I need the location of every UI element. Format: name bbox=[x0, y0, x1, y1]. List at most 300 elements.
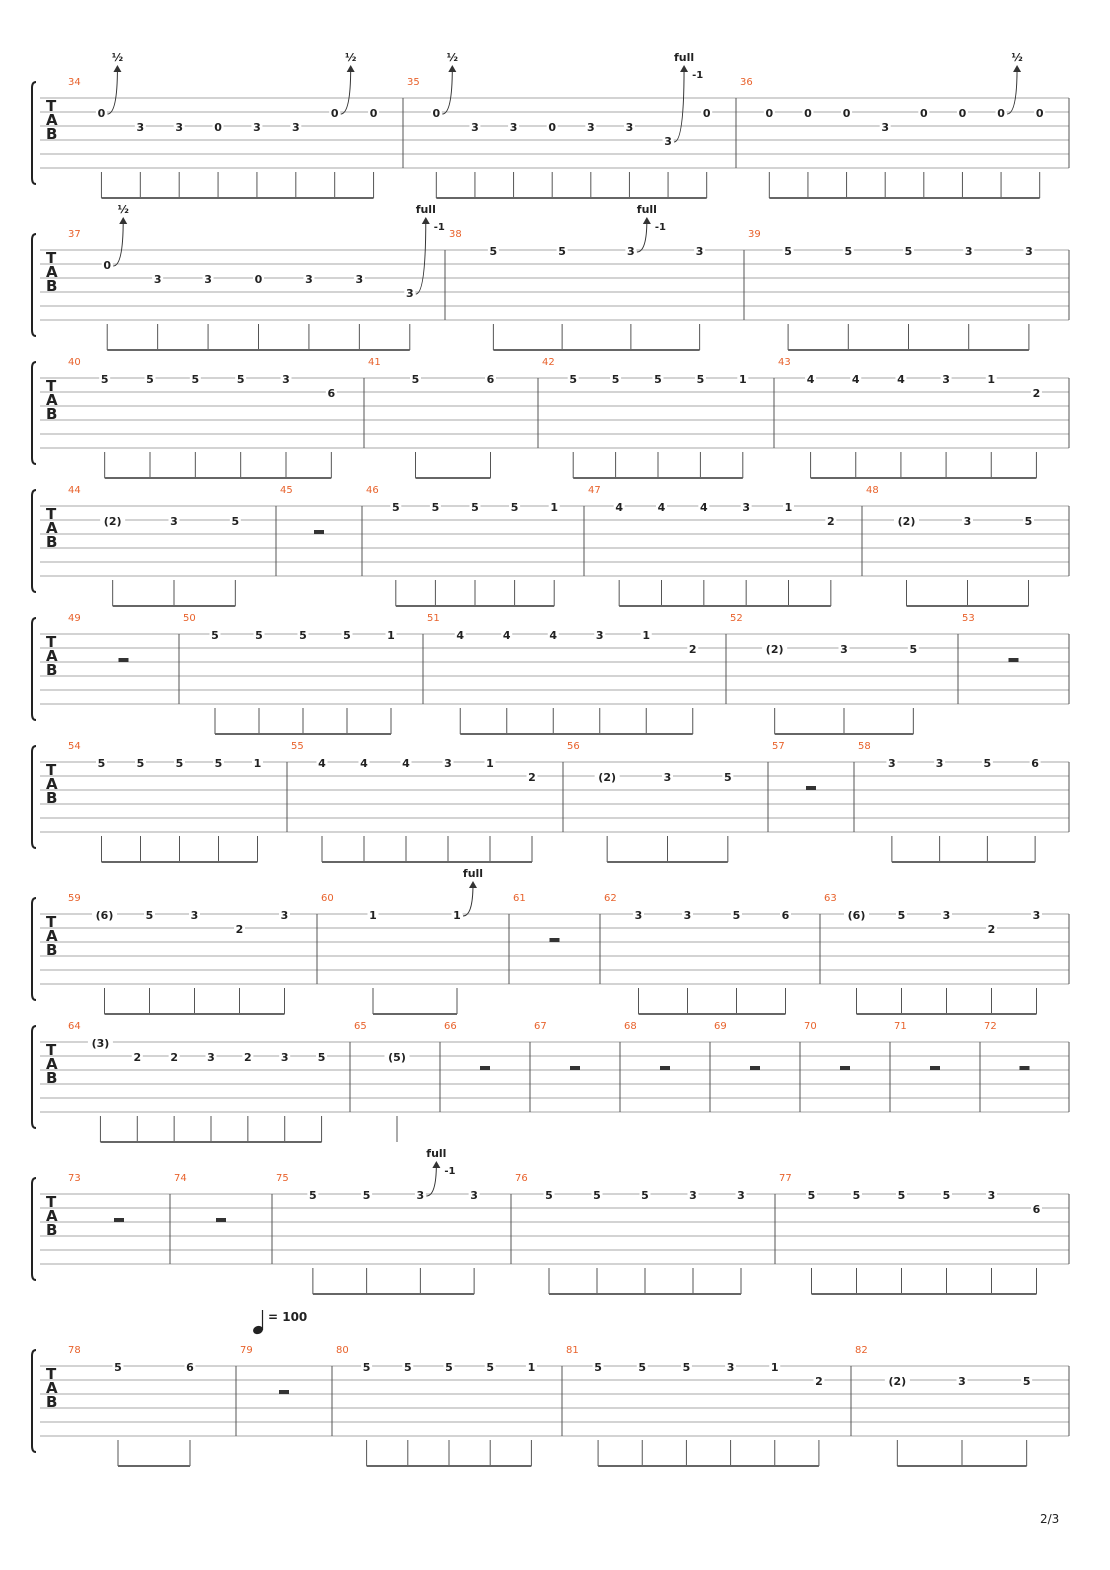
measure bbox=[858, 741, 1041, 862]
fret-number: 3 bbox=[742, 501, 750, 514]
fret-number: 5 bbox=[471, 501, 479, 514]
measure-number: 60 bbox=[321, 893, 334, 904]
fret-number: 5 bbox=[942, 1189, 951, 1202]
fret-number: 0 bbox=[214, 121, 222, 134]
fret-number: 0 bbox=[958, 107, 967, 120]
fret-number: (5) bbox=[388, 1051, 406, 1064]
tab-clef-letter: B bbox=[46, 661, 58, 679]
measure-number: 36 bbox=[740, 77, 753, 88]
fret-number: 5 bbox=[97, 757, 106, 770]
tab-system bbox=[32, 613, 1069, 734]
tab-clef-letter: A bbox=[46, 1055, 58, 1073]
fret-number: 3 bbox=[881, 121, 890, 134]
fret-number: 1 bbox=[369, 909, 377, 922]
fret-number: (2) bbox=[103, 515, 122, 528]
fret-number: 3 bbox=[689, 1189, 697, 1202]
fret-number: 5 bbox=[983, 757, 992, 770]
bend-arrowhead-icon bbox=[422, 217, 430, 224]
fret-number: 3 bbox=[175, 121, 184, 134]
measure-number: 82 bbox=[855, 1345, 868, 1356]
tab-clef-letter: B bbox=[46, 941, 58, 959]
bend-arrow bbox=[341, 68, 351, 114]
fret-number: 3 bbox=[1025, 245, 1033, 258]
tab-system bbox=[32, 741, 1069, 862]
fret-number: 5 bbox=[732, 909, 741, 922]
fret-number: 4 bbox=[657, 501, 666, 514]
half-rest bbox=[550, 938, 560, 942]
tab-clef-letter: A bbox=[46, 775, 58, 793]
tab-clef-letter: B bbox=[46, 1221, 58, 1239]
fret-number: 5 bbox=[175, 757, 184, 770]
measure bbox=[354, 1021, 410, 1142]
system-bracket bbox=[32, 1026, 36, 1128]
fret-number: 0 bbox=[919, 107, 928, 120]
tab-clef-letter: A bbox=[46, 111, 58, 129]
fret-number: (2) bbox=[765, 643, 784, 656]
tab-clef-letter: A bbox=[46, 391, 58, 409]
fret-number: 5 bbox=[231, 515, 240, 528]
fret-number: 5 bbox=[486, 1361, 495, 1374]
tab-clef-letter: B bbox=[46, 277, 58, 295]
bend-amount: ½ bbox=[111, 51, 124, 64]
bend-arrowhead-icon bbox=[680, 65, 688, 72]
tab-clef-letter: A bbox=[46, 263, 58, 281]
bend-arrowhead-icon bbox=[113, 65, 121, 72]
measure bbox=[68, 485, 241, 606]
bend-arrow bbox=[107, 68, 117, 114]
page-number: 2/3 bbox=[1040, 1512, 1060, 1526]
fret-number: 5 bbox=[641, 1189, 649, 1202]
system-bracket bbox=[32, 618, 36, 720]
fret-number: 3 bbox=[726, 1361, 735, 1374]
measure-number: 45 bbox=[280, 485, 293, 496]
fret-number: 0 bbox=[997, 107, 1005, 120]
fret-number: 4 bbox=[502, 629, 511, 642]
measure bbox=[962, 613, 1019, 662]
fret-number: 5 bbox=[114, 1361, 122, 1374]
bend-arrowhead-icon bbox=[119, 217, 127, 224]
system-bracket bbox=[32, 362, 36, 464]
tab-clef-letter: A bbox=[46, 927, 58, 945]
measure bbox=[984, 1021, 1030, 1070]
fret-number: 3 bbox=[888, 757, 896, 770]
fret-number: 3 bbox=[958, 1375, 966, 1388]
fret-number: 2 bbox=[133, 1051, 142, 1064]
measure-number: 70 bbox=[804, 1021, 817, 1032]
fret-number: 1 bbox=[784, 501, 793, 514]
measure bbox=[588, 485, 836, 606]
fret-number: 3 bbox=[253, 121, 261, 134]
fret-number: 4 bbox=[700, 501, 708, 514]
fret-number: 5 bbox=[145, 909, 154, 922]
fret-number: 3 bbox=[634, 909, 643, 922]
fret-number: 3 bbox=[935, 757, 944, 770]
bend-amount: ½ bbox=[117, 203, 129, 216]
fret-number: 3 bbox=[444, 757, 452, 770]
fret-number: 5 bbox=[362, 1361, 371, 1374]
measure-number: 42 bbox=[542, 357, 555, 368]
measure bbox=[321, 867, 483, 1014]
half-rest bbox=[930, 1066, 940, 1070]
measure bbox=[566, 1345, 824, 1466]
measure-number: 46 bbox=[366, 485, 379, 496]
fret-number: 3 bbox=[695, 245, 704, 258]
measure bbox=[894, 1021, 940, 1070]
tab-system bbox=[32, 1021, 1069, 1142]
half-rest bbox=[570, 1066, 580, 1070]
measure bbox=[68, 1173, 124, 1222]
measure bbox=[444, 1021, 490, 1070]
fret-number: 0 bbox=[97, 107, 106, 120]
bend-arrow bbox=[113, 220, 123, 266]
measure bbox=[513, 893, 560, 942]
bend-release: -1 bbox=[654, 222, 666, 233]
measure bbox=[183, 613, 397, 734]
measure-number: 57 bbox=[772, 741, 785, 752]
fret-number: 5 bbox=[1024, 515, 1033, 528]
fret-number: 3 bbox=[470, 1189, 478, 1202]
bend-arrow bbox=[674, 68, 684, 142]
measure bbox=[855, 1345, 1032, 1466]
fret-number: 1 bbox=[453, 909, 461, 922]
fret-number: 2 bbox=[827, 515, 835, 528]
measure-number: 74 bbox=[174, 1173, 187, 1184]
fret-number: 3 bbox=[282, 373, 290, 386]
measure-number: 81 bbox=[566, 1345, 579, 1356]
measure-number: 44 bbox=[68, 485, 81, 496]
system-bracket bbox=[32, 490, 36, 592]
half-rest bbox=[279, 1390, 289, 1394]
measure bbox=[174, 1173, 226, 1222]
fret-number: 3 bbox=[586, 121, 595, 134]
fret-number: 2 bbox=[688, 643, 697, 656]
measure-number: 64 bbox=[68, 1021, 81, 1032]
tab-clef-letter: T bbox=[46, 377, 57, 395]
fret-number: 3 bbox=[509, 121, 518, 134]
measure-number: 79 bbox=[240, 1345, 253, 1356]
measure bbox=[368, 357, 496, 478]
fret-number: (3) bbox=[91, 1037, 110, 1050]
fret-number: 5 bbox=[654, 373, 662, 386]
measure bbox=[291, 741, 538, 862]
bend-amount: full bbox=[462, 867, 484, 880]
fret-number: 3 bbox=[355, 273, 364, 286]
measure-number: 61 bbox=[513, 893, 526, 904]
fret-number: 5 bbox=[236, 373, 245, 386]
measure-number: 37 bbox=[68, 229, 81, 240]
tab-clef-letter: B bbox=[46, 789, 58, 807]
fret-number: 4 bbox=[360, 757, 368, 770]
fret-number: 5 bbox=[255, 629, 263, 642]
measure bbox=[534, 1021, 580, 1070]
fret-number: 5 bbox=[100, 373, 109, 386]
half-rest bbox=[1009, 658, 1019, 662]
measure bbox=[68, 893, 290, 1014]
fret-number: 4 bbox=[806, 373, 815, 386]
measure bbox=[714, 1021, 760, 1070]
measure-number: 43 bbox=[778, 357, 791, 368]
bend-arrow bbox=[426, 1164, 436, 1196]
fret-number: 5 bbox=[724, 771, 732, 784]
bend-amount: ½ bbox=[344, 51, 357, 64]
measure bbox=[866, 485, 1034, 606]
fret-number: 1 bbox=[770, 1361, 779, 1374]
measure bbox=[779, 1173, 1042, 1294]
fret-number: 1 bbox=[527, 1361, 536, 1374]
fret-number: 5 bbox=[403, 1361, 412, 1374]
fret-number: 0 bbox=[842, 107, 851, 120]
measure bbox=[542, 357, 748, 478]
fret-number: 3 bbox=[840, 643, 848, 656]
fret-number: 5 bbox=[411, 373, 420, 386]
measure bbox=[772, 741, 816, 790]
half-rest bbox=[216, 1218, 226, 1222]
measure bbox=[336, 1345, 537, 1466]
fret-number: 3 bbox=[625, 121, 634, 134]
measure bbox=[407, 51, 712, 198]
fret-number: 3 bbox=[942, 373, 950, 386]
fret-number: 4 bbox=[402, 757, 410, 770]
measure-number: 80 bbox=[336, 1345, 349, 1356]
measure-number: 39 bbox=[748, 229, 761, 240]
fret-number: 5 bbox=[545, 1189, 553, 1202]
measure bbox=[68, 1345, 196, 1466]
fret-number: 2 bbox=[244, 1051, 252, 1064]
measure-number: 66 bbox=[444, 1021, 457, 1032]
bend-arrow bbox=[1007, 68, 1017, 114]
fret-number: 5 bbox=[844, 245, 853, 258]
fret-number: 3 bbox=[663, 771, 672, 784]
measure-number: 56 bbox=[567, 741, 580, 752]
fret-number: 2 bbox=[235, 923, 244, 936]
measure-number: 65 bbox=[354, 1021, 367, 1032]
bend-arrow bbox=[463, 884, 473, 916]
fret-number: 5 bbox=[214, 757, 223, 770]
fret-number: 4 bbox=[456, 629, 465, 642]
fret-number: 6 bbox=[486, 373, 495, 386]
fret-number: 5 bbox=[904, 245, 913, 258]
fret-number: 3 bbox=[280, 909, 289, 922]
measure-number: 48 bbox=[866, 485, 879, 496]
tab-clef-letter: T bbox=[46, 97, 57, 115]
tab-clef-letter: B bbox=[46, 533, 58, 551]
fret-number: 3 bbox=[1032, 909, 1041, 922]
fret-number: 4 bbox=[851, 373, 860, 386]
fret-number: 5 bbox=[362, 1189, 371, 1202]
fret-number: 5 bbox=[299, 629, 307, 642]
fret-number: 5 bbox=[696, 373, 705, 386]
bend-arrowhead-icon bbox=[448, 65, 456, 72]
fret-number: 5 bbox=[510, 501, 519, 514]
measure bbox=[740, 51, 1045, 198]
fret-number: 5 bbox=[909, 643, 918, 656]
fret-number: 3 bbox=[627, 245, 635, 258]
measure bbox=[366, 485, 560, 606]
tab-system bbox=[32, 1345, 1069, 1466]
tab-clef-letter: T bbox=[46, 1365, 57, 1383]
measure-number: 34 bbox=[68, 77, 81, 88]
fret-number: 3 bbox=[595, 629, 604, 642]
fret-number: 5 bbox=[191, 373, 200, 386]
measure-number: 59 bbox=[68, 893, 81, 904]
fret-number: 6 bbox=[186, 1361, 194, 1374]
bend-arrow bbox=[637, 220, 647, 252]
measure-number: 50 bbox=[183, 613, 196, 624]
fret-number: 1 bbox=[642, 629, 651, 642]
fret-number: (6) bbox=[847, 909, 866, 922]
fret-number: 5 bbox=[309, 1189, 317, 1202]
fret-number: 3 bbox=[737, 1189, 745, 1202]
measure bbox=[276, 1147, 480, 1294]
system-bracket bbox=[32, 82, 36, 184]
measure-number: 75 bbox=[276, 1173, 289, 1184]
tab-clef-letter: A bbox=[46, 647, 58, 665]
bend-arrowhead-icon bbox=[1013, 65, 1021, 72]
bend-arrowhead-icon bbox=[432, 1161, 440, 1168]
fret-number: 5 bbox=[682, 1361, 691, 1374]
measure-number: 41 bbox=[368, 357, 381, 368]
fret-number: 3 bbox=[170, 515, 178, 528]
system-bracket bbox=[32, 898, 36, 1000]
bend-amount: ½ bbox=[446, 51, 459, 64]
measure bbox=[68, 51, 379, 198]
fret-number: 0 bbox=[330, 107, 339, 120]
measure-number: 58 bbox=[858, 741, 871, 752]
fret-number: 5 bbox=[593, 1189, 601, 1202]
half-rest bbox=[806, 786, 816, 790]
fret-number: 3 bbox=[153, 273, 162, 286]
measure bbox=[449, 203, 705, 350]
bend-arrow bbox=[442, 68, 452, 114]
bend-amount: ½ bbox=[1011, 51, 1023, 64]
measure-number: 67 bbox=[534, 1021, 547, 1032]
tab-clef-letter: A bbox=[46, 519, 58, 537]
measure-number: 69 bbox=[714, 1021, 727, 1032]
tab-clef-letter: T bbox=[46, 1041, 57, 1059]
measure bbox=[778, 357, 1042, 478]
fret-number: 2 bbox=[528, 771, 536, 784]
tab-clef-letter: A bbox=[46, 1207, 58, 1225]
tempo-label: = 100 bbox=[268, 1310, 308, 1324]
fret-number: 5 bbox=[489, 245, 498, 258]
half-rest bbox=[660, 1066, 670, 1070]
fret-number: 0 bbox=[765, 107, 774, 120]
fret-number: 5 bbox=[569, 373, 578, 386]
fret-number: 0 bbox=[702, 107, 711, 120]
half-rest bbox=[750, 1066, 760, 1070]
fret-number: 6 bbox=[1031, 757, 1039, 770]
fret-number: 4 bbox=[549, 629, 558, 642]
tab-system bbox=[32, 1147, 1069, 1294]
measure-number: 51 bbox=[427, 613, 440, 624]
measure-number: 72 bbox=[984, 1021, 997, 1032]
fret-number: 0 bbox=[804, 107, 812, 120]
fret-number: 1 bbox=[550, 501, 559, 514]
fret-number: 3 bbox=[204, 273, 212, 286]
fret-number: 0 bbox=[1035, 107, 1044, 120]
fret-number: 5 bbox=[897, 909, 906, 922]
tab-system bbox=[32, 485, 1069, 606]
bend-release: -1 bbox=[692, 70, 704, 81]
fret-number: (6) bbox=[95, 909, 114, 922]
fret-number: 4 bbox=[318, 757, 326, 770]
fret-number: 6 bbox=[781, 909, 790, 922]
fret-number: 4 bbox=[615, 501, 623, 514]
fret-number: 3 bbox=[405, 287, 414, 300]
fret-number: 5 bbox=[558, 245, 566, 258]
fret-number: 3 bbox=[190, 909, 199, 922]
measure-number: 38 bbox=[449, 229, 462, 240]
measure bbox=[68, 1021, 327, 1142]
bend-amount: full bbox=[636, 203, 657, 216]
measure-number: 63 bbox=[824, 893, 837, 904]
fret-number: 5 bbox=[594, 1361, 602, 1374]
fret-number: 1 bbox=[387, 629, 395, 642]
bend-arrowhead-icon bbox=[347, 65, 355, 72]
fret-number: 0 bbox=[432, 107, 441, 120]
fret-number: 5 bbox=[136, 757, 145, 770]
measure bbox=[68, 357, 337, 478]
fret-number: 0 bbox=[254, 273, 263, 286]
bend-release: -1 bbox=[433, 222, 445, 233]
fret-number: 0 bbox=[103, 259, 112, 272]
half-rest bbox=[314, 530, 324, 534]
fret-number: 3 bbox=[305, 273, 313, 286]
measure bbox=[824, 893, 1042, 1014]
half-rest bbox=[114, 1218, 124, 1222]
tempo-marking bbox=[252, 1310, 307, 1335]
fret-number: 3 bbox=[471, 121, 479, 134]
measure-number: 62 bbox=[604, 893, 617, 904]
measure-number: 78 bbox=[68, 1345, 81, 1356]
half-rest bbox=[840, 1066, 850, 1070]
fret-number: 2 bbox=[170, 1051, 178, 1064]
fret-number: 3 bbox=[136, 121, 145, 134]
fret-number: 2 bbox=[987, 923, 996, 936]
bend-release: -1 bbox=[444, 1166, 456, 1177]
measure-number: 55 bbox=[291, 741, 304, 752]
system-bracket bbox=[32, 746, 36, 848]
tab-clef-letter: B bbox=[46, 1069, 58, 1087]
measure-number: 68 bbox=[624, 1021, 637, 1032]
fret-number: 5 bbox=[391, 501, 400, 514]
measure bbox=[567, 741, 733, 862]
fret-number: 6 bbox=[1032, 1203, 1041, 1216]
tab-clef-letter: A bbox=[46, 1379, 58, 1397]
measure bbox=[624, 1021, 670, 1070]
fret-number: 3 bbox=[416, 1189, 425, 1202]
fret-number: 5 bbox=[317, 1051, 326, 1064]
fret-number: (2) bbox=[598, 771, 617, 784]
measure-number: 53 bbox=[962, 613, 975, 624]
fret-number: 3 bbox=[280, 1051, 289, 1064]
bend-amount: full bbox=[415, 203, 436, 216]
fret-number: 5 bbox=[852, 1189, 861, 1202]
tab-clef-letter: B bbox=[46, 125, 58, 143]
measure-number: 49 bbox=[68, 613, 81, 624]
fret-number: 3 bbox=[664, 135, 672, 148]
fret-number: 1 bbox=[738, 373, 747, 386]
tab-clef-letter: B bbox=[46, 405, 58, 423]
measure-number: 35 bbox=[407, 77, 420, 88]
measure bbox=[240, 1345, 289, 1394]
fret-number: 4 bbox=[897, 373, 905, 386]
fret-number: (2) bbox=[888, 1375, 907, 1388]
fret-number: 5 bbox=[1022, 1375, 1031, 1388]
measure bbox=[280, 485, 324, 534]
fret-number: 5 bbox=[638, 1361, 647, 1374]
system-bracket bbox=[32, 1178, 36, 1280]
